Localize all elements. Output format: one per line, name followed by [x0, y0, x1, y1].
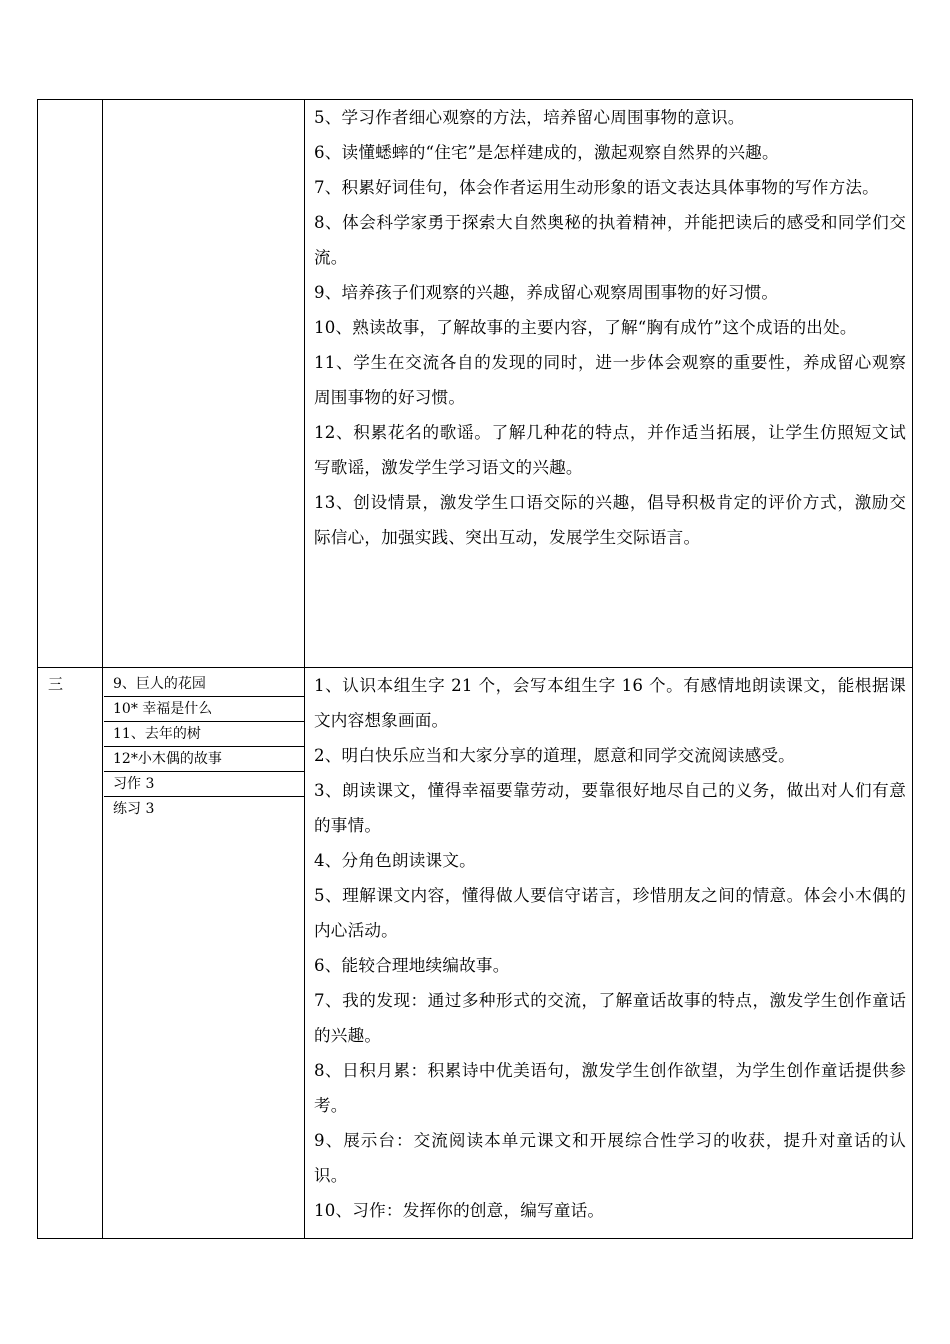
goal-item: 1、认识本组生字 21 个，会写本组生字 16 个。有感情地朗读课文，能根据课文内容想象画面。	[314, 676, 906, 730]
goals-list-unit-three	[314, 668, 906, 1228]
goal-item: 9、培养孩子们观察的兴趣，养成留心观察周围事物的好习惯。	[314, 283, 779, 302]
goal-item: 10、习作：发挥你的创意，编写童话。	[314, 1201, 605, 1220]
goal-item: 12、积累花名的歌谣。了解几种花的特点，并作适当拓展，让学生仿照短文试写歌谣，激发学生学习语文的兴趣。	[314, 423, 906, 477]
goals-list-top	[314, 100, 906, 555]
goal-item: 6、能较合理地续编故事。	[314, 956, 510, 975]
goal-item: 8、日积月累：积累诗中优美语句，激发学生创作欲望，为学生创作童话提供参考。	[314, 1061, 906, 1115]
lesson-item: 10* 幸福是什么	[104, 697, 305, 722]
lesson-item: 练习 3	[113, 801, 155, 817]
goal-item: 2、明白快乐应当和大家分享的道理，愿意和同学交流阅读感受。	[314, 746, 795, 765]
column-divider-unit	[102, 100, 103, 1238]
lesson-item: 12*小木偶的故事	[104, 747, 305, 772]
unit-number: 三	[48, 675, 64, 693]
goal-item: 7、我的发现：通过多种形式的交流，了解童话故事的特点，激发学生创作童话的兴趣。	[314, 991, 906, 1045]
column-divider-lessons	[304, 100, 305, 1238]
lesson-list	[104, 672, 305, 822]
goal-item: 13、创设情景，激发学生口语交际的兴趣，倡导积极肯定的评价方式，激励交际信心，加强实践、突出互动，发展学生交际语言。	[314, 493, 906, 547]
goal-item: 5、理解课文内容，懂得做人要信守诺言，珍惜朋友之间的情意。体会小木偶的内心活动。	[314, 886, 906, 940]
lesson-plan-table	[37, 99, 913, 1239]
goal-item: 8、体会科学家勇于探索大自然奥秘的执着精神，并能把读后的感受和同学们交流。	[314, 213, 906, 267]
lesson-item: 9、巨人的花园	[104, 672, 305, 697]
goal-item: 10、熟读故事，了解故事的主要内容，了解“胸有成竹”这个成语的出处。	[314, 318, 857, 337]
goal-item: 7、积累好词佳句，体会作者运用生动形象的语文表达具体事物的写作方法。	[314, 178, 879, 197]
goal-item: 5、学习作者细心观察的方法，培养留心周围事物的意识。	[314, 108, 745, 127]
goal-item: 9、展示台：交流阅读本单元课文和开展综合性学习的收获，提升对童话的认识。	[314, 1131, 906, 1185]
goal-item: 11、学生在交流各自的发现的同时，进一步体会观察的重要性，养成留心观察周围事物的好习惯。	[314, 353, 906, 407]
goal-item: 4、分角色朗读课文。	[314, 851, 476, 870]
lesson-item: 习作 3	[104, 772, 305, 797]
lesson-item: 11、去年的树	[104, 722, 305, 747]
goal-item: 6、读懂蟋蟀的“住宅”是怎样建成的，激起观察自然界的兴趣。	[314, 143, 779, 162]
goal-item: 3、朗读课文，懂得幸福要靠劳动，要靠很好地尽自己的义务，做出对人们有意的事情。	[314, 781, 906, 835]
